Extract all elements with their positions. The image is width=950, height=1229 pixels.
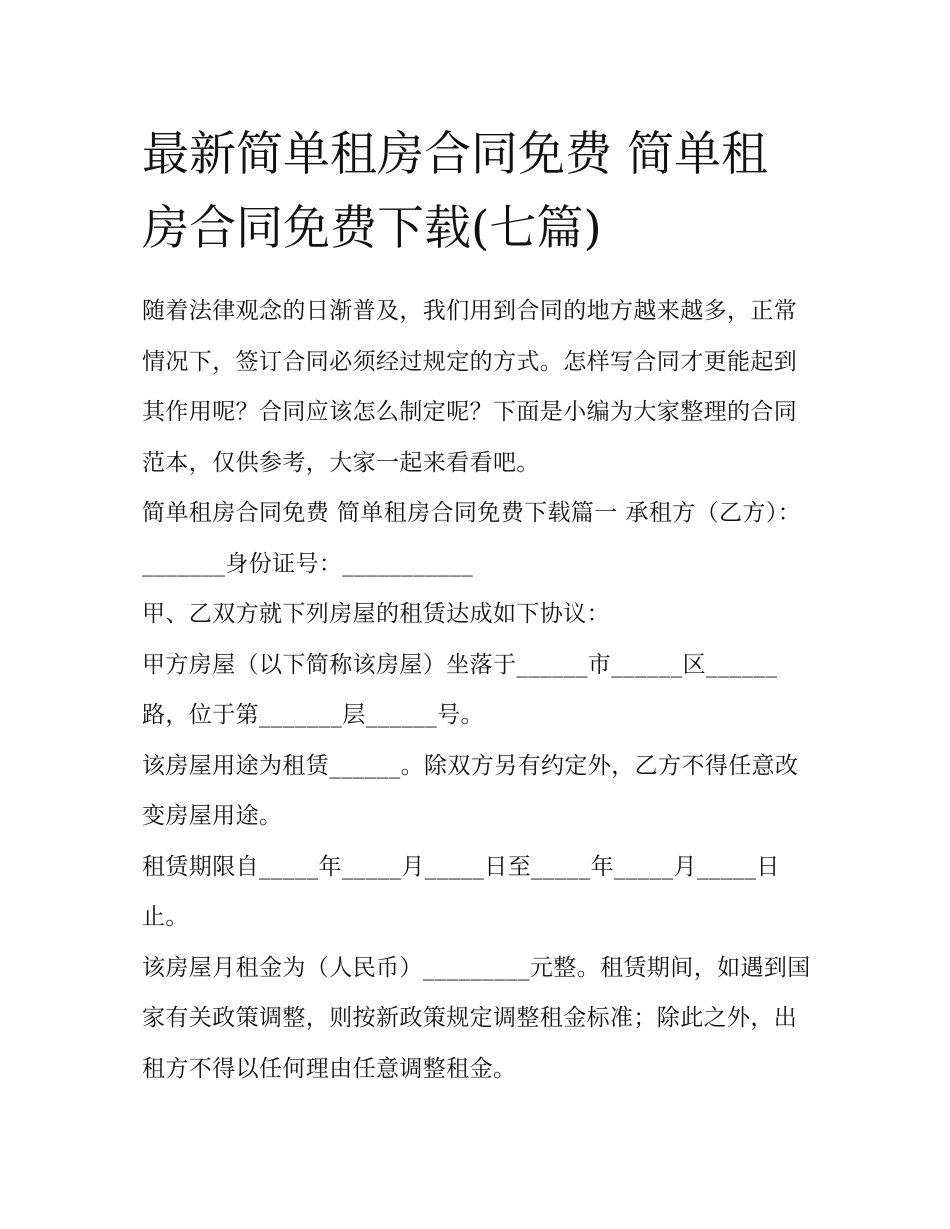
document-title: 最新简单租房合同免费 简单租房合同免费下载(七篇) [142, 127, 768, 256]
document-content [142, 118, 812, 1094]
intro-paragraph: 随着法律观念的日渐普及，我们用到合同的地方越来越多，正常情况下，签订合同必须经过规定的方式。怎样写合同才更能起到其作用呢？合同应该怎么制定呢？下面是小编为大家整理的合同范本，仅供参考，大家一起来看看吧。 [142, 298, 798, 476]
lessee-paragraph: 简单租房合同免费 简单租房合同免费下载篇一 承租方（乙方）：_______身份证号：___________ [142, 500, 802, 577]
property-location-paragraph: 甲方房屋（以下简称该房屋）坐落于______市______区______路，位于第_______层______号。 [142, 651, 778, 728]
agreement-paragraph: 甲、乙双方就下列房屋的租赁达成如下协议： [142, 601, 610, 627]
rent-paragraph: 该房屋月租金为（人民币）_________元整。租赁期间，如遇到国家有关政策调整，则按新政策规定调整租金标准；除此之外，出租方不得以任何理由任意调整租金。 [142, 954, 811, 1082]
lease-term-paragraph: 租赁期限自_____年_____月_____日至_____年_____月_____日止。 [142, 853, 780, 930]
property-use-paragraph: 该房屋用途为租赁______。除双方另有约定外，乙方不得任意改变房屋用途。 [142, 752, 799, 829]
